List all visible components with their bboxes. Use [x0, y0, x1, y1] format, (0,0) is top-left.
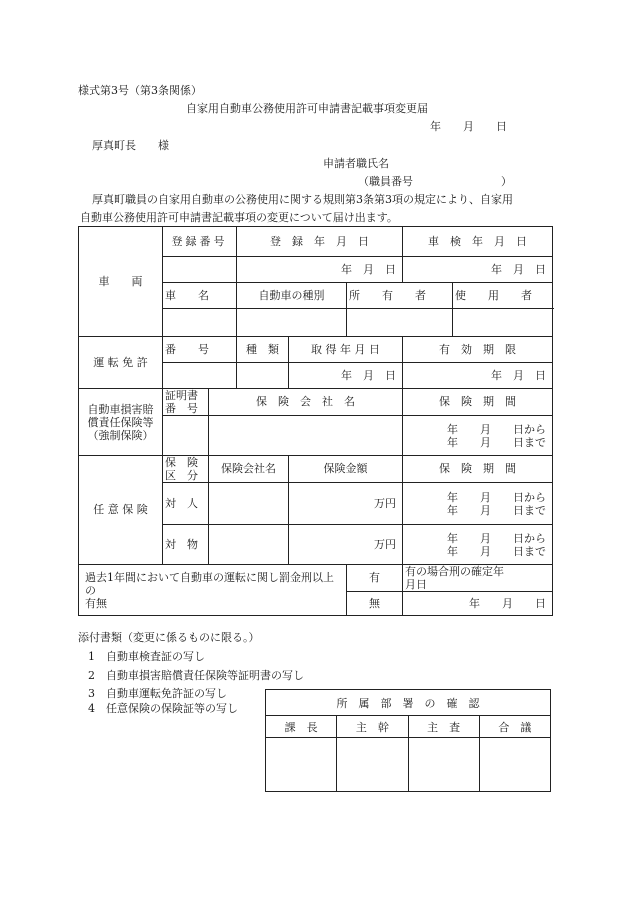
- inspection-date-header: 車 検 年 月 日: [403, 227, 553, 257]
- car-type-field[interactable]: [237, 309, 347, 337]
- voluntary-period-header: 保 険 期 間: [403, 456, 553, 483]
- attachments-heading: 添付書類（変更に係るものに限る。）: [78, 631, 260, 644]
- compulsory-company-field[interactable]: [209, 416, 403, 456]
- compulsory-label-line-3: （強制保険）: [87, 428, 154, 442]
- compulsory-until: 年 月 日まで: [447, 435, 547, 449]
- insurance-amount-header: 保険金額: [289, 456, 403, 483]
- fine-question-line-2: 有無: [85, 596, 107, 610]
- vehicle-label: 車 両: [79, 227, 163, 337]
- person-company-field[interactable]: [209, 483, 289, 525]
- stamp-section-chief[interactable]: [266, 738, 337, 792]
- column-inspector: 主 査: [408, 716, 479, 738]
- certificate-number-field[interactable]: [163, 416, 209, 456]
- staff-number: （職員番号 ）: [358, 175, 512, 188]
- compulsory-from: 年 月 日から: [447, 422, 547, 436]
- license-kind-header: 種 類: [237, 337, 289, 363]
- license-number-header: 番 号: [163, 337, 237, 363]
- property-period-field[interactable]: [403, 525, 553, 565]
- intro-line-1: 厚真町職員の自家用自動車の公務使用に関する規則第3条第3項の規定により、自家用: [92, 193, 513, 206]
- fine-no-option[interactable]: 無: [347, 592, 403, 616]
- insurance-category-header: [163, 456, 209, 483]
- department-confirmation-table: [265, 689, 551, 792]
- fine-if-yes-line-2: 月日: [405, 578, 428, 591]
- attachment-item-4: 4 任意保険の保険証等の写し: [88, 702, 238, 715]
- license-acquired-header: 取 得 年 月 日: [289, 337, 403, 363]
- reg-date-header: 登 録 年 月 日: [237, 227, 403, 257]
- user-field[interactable]: [453, 309, 553, 337]
- car-name-field[interactable]: [163, 309, 237, 337]
- property-from: 年 月 日から: [447, 531, 547, 545]
- compulsory-period-field[interactable]: [403, 416, 553, 456]
- property-company-field[interactable]: [209, 525, 289, 565]
- license-number-field[interactable]: [163, 363, 237, 389]
- compulsory-period-header: 保 険 期 間: [403, 389, 553, 416]
- stamp-chief-officer[interactable]: [337, 738, 408, 792]
- compulsory-insurance-label: [79, 389, 163, 456]
- inspection-date-field[interactable]: 年 月 日: [403, 257, 553, 283]
- license-label: 運 転 免 許: [79, 337, 163, 389]
- person-label: 対 人: [163, 483, 209, 525]
- applicant-label: 申請者職氏名: [323, 157, 389, 170]
- form-number: 様式第3号（第3条関係）: [78, 84, 202, 97]
- fine-history-question: [79, 565, 347, 616]
- fine-if-yes-label: [403, 565, 553, 592]
- column-section-chief: 課 長: [266, 716, 337, 738]
- reg-date-field[interactable]: 年 月 日: [237, 257, 403, 283]
- voluntary-insurance-label: 任 意 保 険: [79, 456, 163, 565]
- certificate-number-header: [163, 389, 209, 416]
- attachment-item-1: 1 自動車検査証の写し: [88, 650, 205, 663]
- column-consultation: 合 議: [479, 716, 550, 738]
- compulsory-company-header: 保 険 会 社 名: [209, 389, 403, 416]
- reg-number-header: 登録番号: [163, 227, 237, 257]
- fine-if-yes-line-1: 有の場合刑の確定年: [405, 565, 505, 578]
- attachment-item-2: 2 自動車損害賠償責任保険等証明書の写し: [88, 669, 304, 682]
- property-until: 年 月 日まで: [447, 544, 547, 558]
- license-acquired-field[interactable]: 年 月 日: [289, 363, 403, 389]
- user-header: 使 用 者: [453, 283, 553, 309]
- form-title: 自家用自動車公務使用許可申請書記載事項変更届: [186, 102, 428, 115]
- addressee: 厚真町長 様: [92, 139, 169, 152]
- stamp-inspector[interactable]: [408, 738, 479, 792]
- confirmation-title: 所 属 部 署 の 確 認: [266, 690, 551, 716]
- license-valid-field[interactable]: 年 月 日: [403, 363, 553, 389]
- voluntary-company-header: 保険会社名: [209, 456, 289, 483]
- person-period-field[interactable]: [403, 483, 553, 525]
- category-line-2: 区 分: [165, 469, 198, 482]
- intro-line-2: 自動車公務使用許可申請書記載事項の変更について届け出ます。: [80, 211, 398, 224]
- car-type-header: 自動車の種別: [237, 283, 347, 309]
- compulsory-label-line-2: 償責任保険等: [87, 415, 154, 429]
- application-form-table: [78, 226, 553, 616]
- reg-number-field[interactable]: [163, 257, 237, 283]
- owner-header: 所 有 者: [347, 283, 453, 309]
- date-line: 年 月 日: [430, 120, 507, 133]
- compulsory-label-line-1: 自動車損害賠: [87, 402, 154, 416]
- property-amount-field[interactable]: 万円: [289, 525, 403, 565]
- owner-field[interactable]: [347, 309, 453, 337]
- person-amount-field[interactable]: 万円: [289, 483, 403, 525]
- fine-date-field[interactable]: 年 月 日: [403, 592, 553, 616]
- license-valid-header: 有 効 期 限: [403, 337, 553, 363]
- person-from: 年 月 日から: [447, 490, 547, 504]
- column-chief-officer: 主 幹: [337, 716, 408, 738]
- certificate-line-1: 証明書: [165, 389, 198, 402]
- stamp-consultation[interactable]: [479, 738, 550, 792]
- license-kind-field[interactable]: [237, 363, 289, 389]
- person-until: 年 月 日まで: [447, 503, 547, 517]
- car-name-header: 車 名: [163, 283, 237, 309]
- property-label: 対 物: [163, 525, 209, 565]
- fine-question-line-1: 過去1年間において自動車の運転に関し罰金刑以上の: [85, 570, 334, 597]
- fine-yes-option[interactable]: 有: [347, 565, 403, 592]
- attachment-item-3: 3 自動車運転免許証の写し: [88, 687, 227, 700]
- category-line-1: 保 険: [165, 456, 198, 469]
- certificate-line-2: 番 号: [165, 402, 198, 415]
